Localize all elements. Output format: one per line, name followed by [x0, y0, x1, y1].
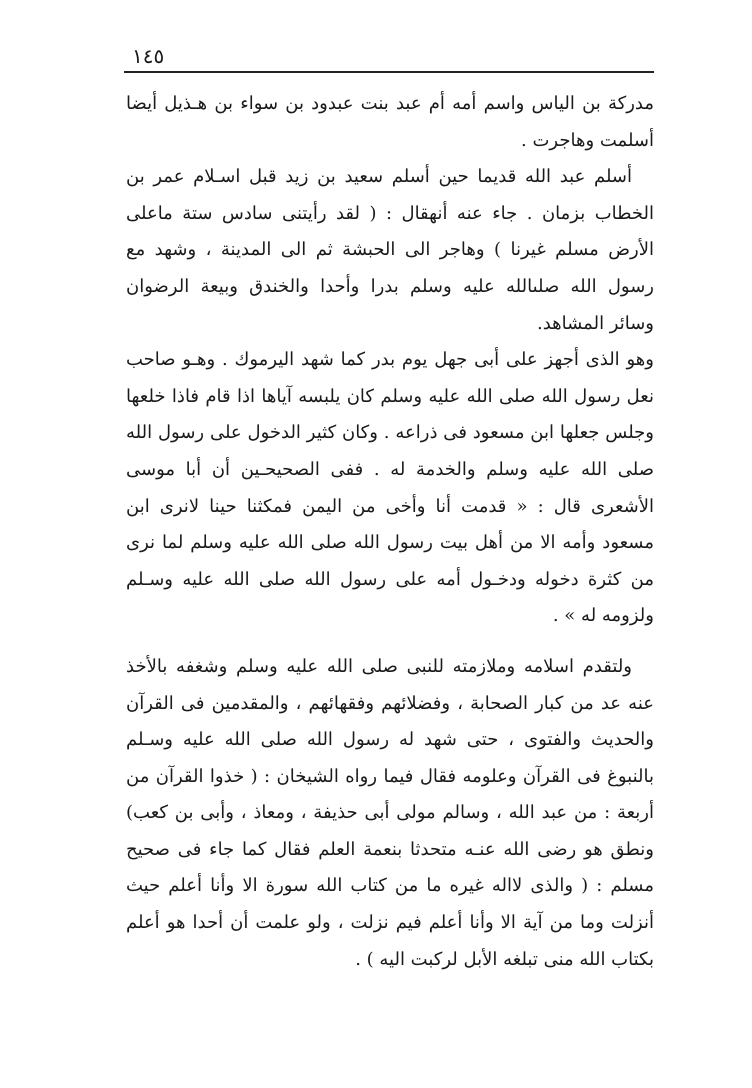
paragraph-4: ولتقدم اسلامه وملازمته للنبى صلى الله عليه وسلم وشغفه بالأخذ عنه عد من كبار الصحابة ، وفضلائهم وفقهائهم ، والمقدمين فى القرآن والحديث والفتوى ، حتى شهد له رسول الله صلى الله عليه وسـلم بالنبوغ فى القرآن وعلومه فقال فيما رواه الشيخان : ( خذوا القرآن من أربعة : من عبد الله ، وسالم مولى أبى حذيفة ، ومعاذ ، وأبى بن كعب) ونطق هو رضى الله عنـه متحدثا بنعمة العلم فقال كما جاء فى صحيح مسلم : ( والذى لااله غيره ما من كتاب الله سورة الا وأنا أعلم حيث أنزلت وما من آية الا وأنا أعلم فيم نزلت ، ولو علمت أن أحدا هو أعلم بكتاب الله منى تبلغه الأبل لركبت اليه ) .	[126, 655, 654, 970]
paragraph-2: أسلم عبد الله قديما حين أسلم سعيد بن زيد قبل اسـلام عمر بن الخطاب بزمان . جاء عنه أنهقال : ( لقد رأيتنى سادس ستة ماعلى الأرض مسلم غيرنا ) وهاجر الى الحبشة ثم الى المدينة ، وشهد مع رسول الله صلىالله عليه وسلم بدرا وأحدا والخندق وبيعة الرضوان وسائر المشاهد.	[126, 166, 654, 334]
header-rule	[124, 71, 654, 73]
paragraph-3: وهو الذى أجهز على أبى جهل يوم بدر كما شهد اليرموك . وهـو صاحب نعل رسول الله صلى الله عليه وسلم كان يلبسه آياها اذا قام فاذا خلعها وجلس جعلها ابن مسعود فى ذراعه . وكان كثير الدخول على رسول الله صلى الله عليه وسلم والخدمة له . ففى الصحيحـين أن أبا موسى الأشعرى قال : « قدمت أنا وأخى من اليمن فمكثنا حينا لانرى ابن مسعود وأمه الا من أهل بيت رسول الله صلى الله عليه وسلم لما نرى من كثرة دخوله ودخـول أمه على رسول الله صلى الله عليه وسـلم ولزومه له » .	[126, 349, 654, 627]
paragraph-1: مدركة بن الياس واسم أمه أم عبد بنت عبدود بن سواء بن هـذيل أيضا أسلمت وهاجرت .	[126, 93, 654, 151]
body-text	[126, 86, 654, 978]
page-number: ١٤٥	[132, 44, 165, 68]
